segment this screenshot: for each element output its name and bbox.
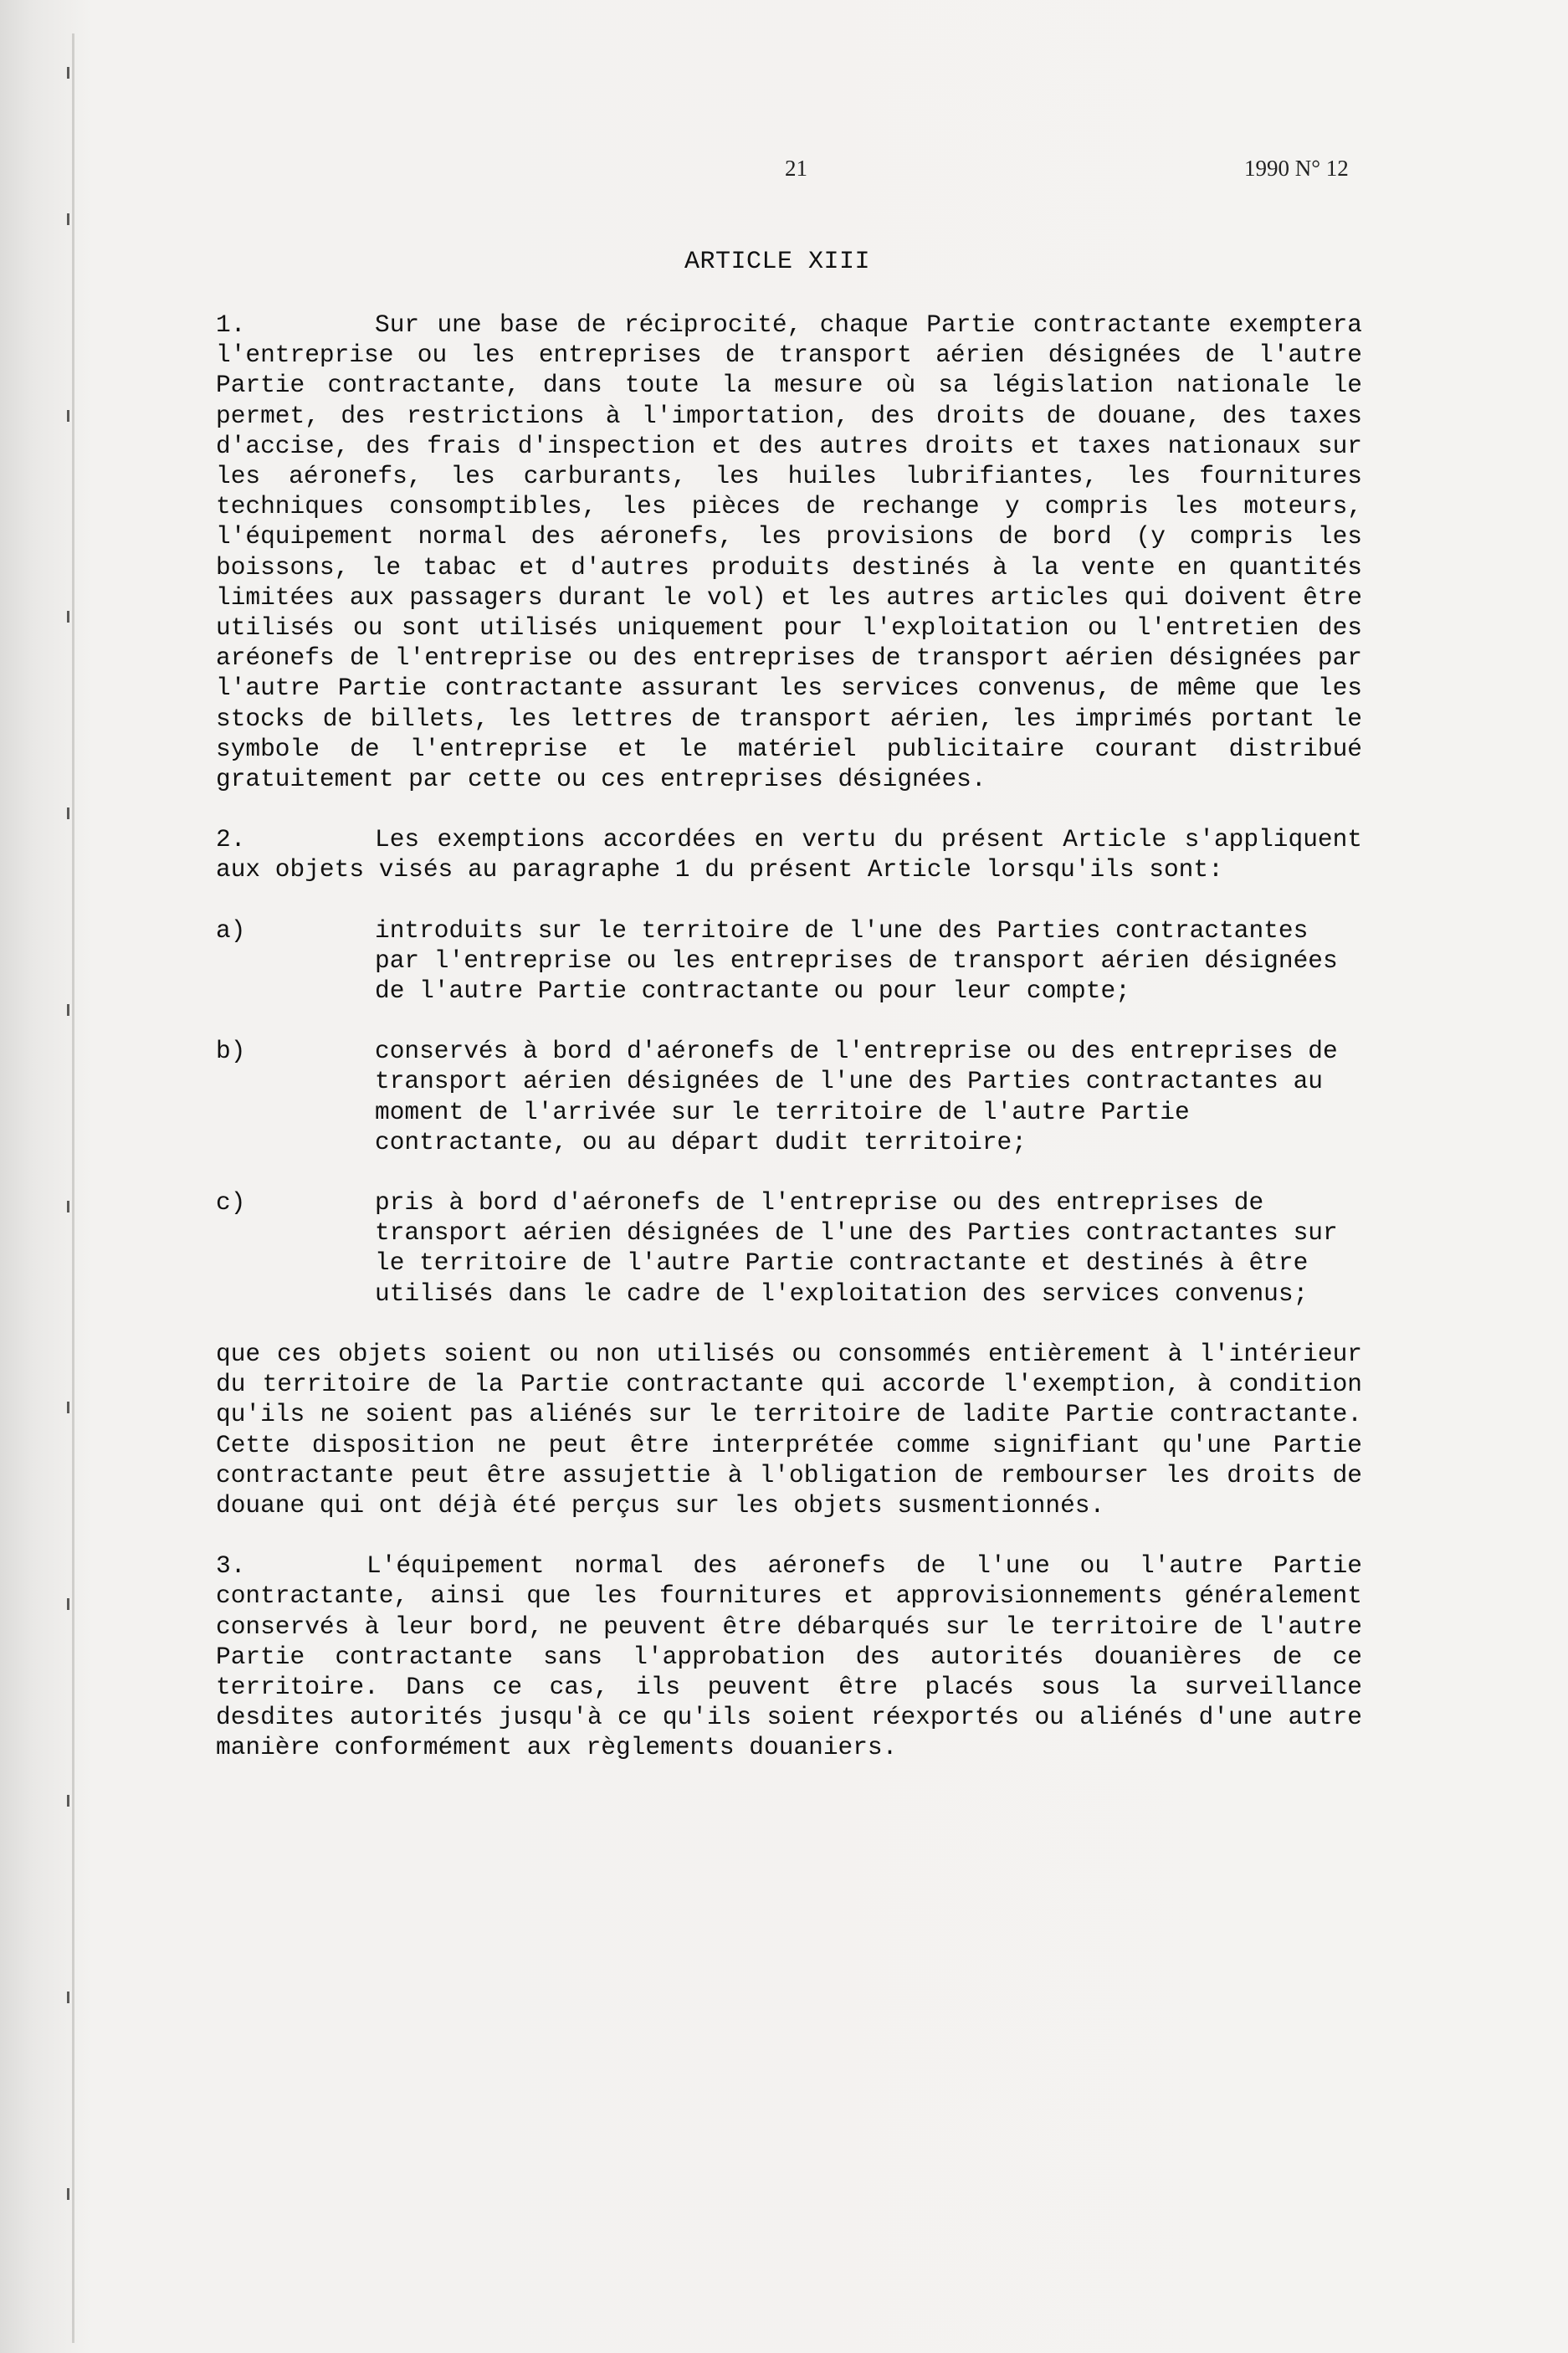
- list-item-label: a): [216, 915, 246, 945]
- paragraph-2: [216, 824, 1362, 884]
- binding-stitch: [67, 1004, 79, 1016]
- binding-stitch: [67, 611, 79, 623]
- list-item: [216, 1036, 1362, 1157]
- binding-stitch: [67, 807, 79, 819]
- list-item-text: introduits sur le territoire de l'une des Parties contractantes par l'entreprise ou les entreprises de transport aérien désignées de l'autre Partie contractante ou pour leur compte;: [375, 915, 1338, 1006]
- binding-stitch: [67, 1992, 79, 2003]
- paragraph-3: [216, 1551, 1362, 1762]
- binding-stitch: [67, 1598, 79, 1610]
- list-item-label: c): [216, 1188, 246, 1218]
- paragraph-number: 3.: [216, 1551, 246, 1581]
- binding-stitch: [67, 1201, 79, 1212]
- paragraph-1: [216, 310, 1362, 794]
- binding-stitch: [67, 1402, 79, 1413]
- list-item: [216, 1187, 1362, 1309]
- article-title: ARTICLE XIII: [684, 248, 871, 276]
- list-item-text: conservés à bord d'aéronefs de l'entreprise ou des entreprises de transport aérien désignées de l'une des Parties contractantes au moment de l'arrivée sur le territoire de l'autre Partie contractante, ou au départ dudit territoire;: [375, 1037, 1338, 1156]
- paragraph-text: Les exemptions accordées en vertu du présent Article s'appliquent aux objets visés au paragraphe 1 du présent Article lorsqu'ils sont:: [216, 825, 1362, 884]
- binding-stitch: [67, 67, 79, 79]
- paragraph-number: 1.: [216, 310, 246, 339]
- page-number: 21: [785, 156, 807, 181]
- paragraph-2-tail: que ces objets soient ou non utilisés ou consommés entièrement à l'intérieur du territoire de la Partie contractante qui accorde l'exemption, à condition qu'ils ne soient pas aliénés sur le territoire de ladite Partie contractante. Cette disposition ne peut être interprétée comme signifiant qu'une Partie contractante peut être assujettie à l'obligation de rembourser les droits de douane qui ont déjà été perçus sur les objets susmentionnés.: [216, 1339, 1362, 1520]
- binding-stitch: [67, 213, 79, 225]
- paragraph-text: L'équipement normal des aéronefs de l'une ou l'autre Partie contractante, ainsi que les fournitures et approvisionnements généralement conservés à leur bord, ne peuvent être débarqués sur le territoire de l'autre Partie contractante sans l'approbation des autorités douanières de ce territoire. Dans ce cas, ils peuvent être placés sous la surveillance desdites autorités jusqu'à ce qu'ils soient réexportés ou aliénés d'une autre manière conformément aux règlements douaniers.: [216, 1551, 1362, 1762]
- article-body: [216, 310, 1362, 1763]
- list-item-label: b): [216, 1037, 246, 1066]
- binding-stitch: [67, 1795, 79, 1807]
- document-reference: 1990 N° 12: [1244, 156, 1349, 181]
- binding-stitch: [67, 2188, 79, 2200]
- binding-stitch: [67, 410, 79, 422]
- paragraph-number: 2.: [216, 825, 246, 854]
- list-item: [216, 915, 1362, 1007]
- list-item-text: pris à bord d'aéronefs de l'entreprise ou des entreprises de transport aérien désignées de l'une des Parties contractantes sur le territoire de l'autre Partie contractante et destinés à être utilisés dans le cadre de l'exploitation des services convenus;: [375, 1188, 1338, 1308]
- paragraph-text: Sur une base de réciprocité, chaque Partie contractante exemptera l'entreprise ou les entreprises de transport aérien désignées de l'autre Partie contractante, dans toute la mesure où sa législation nationale le permet, des restrictions à l'importation, des droits de douane, des taxes d'accise, des frais d'inspection et des autres droits et taxes nationaux sur les aéronefs, les carburants, les huiles lubrifiantes, les fournitures techniques consomptibles, les pièces de rechange y compris les moteurs, l'équipement normal des aéronefs, les provisions de bord (y compris les boissons, le tabac et d'autres produits destinés à la vente en quantités limitées aux passagers durant le vol) et les autres articles qui doivent être utilisés ou sont utilisés uniquement pour l'exploitation ou l'entretien des aréonefs de l'entreprise ou des entreprises de transport aérien désignées par l'autre Partie contractante assurant les services convenus, de même que les stocks de billets, les lettres de transport aérien, les imprimés portant le symbole de l'entreprise et le matériel publicitaire courant distribué gratuitement par cette ou ces entreprises désignées.: [216, 310, 1362, 794]
